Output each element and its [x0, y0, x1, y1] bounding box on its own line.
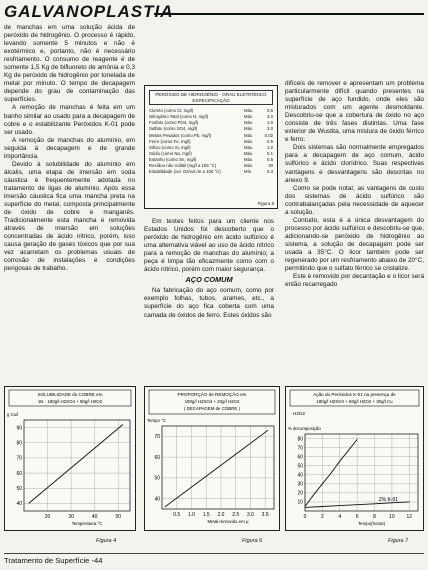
spec-limit: Máx.: [244, 126, 254, 132]
spec-parameter: Metais Pesados (como Pb, mg/l): [149, 132, 212, 138]
copper-solubility-chart: [4, 386, 136, 531]
spec-parameter: Silício (como Si, mg/l): [149, 144, 191, 150]
x-axis-label: Metal removido em µ: [207, 519, 249, 524]
header-rule: [154, 13, 424, 15]
y-axis-label: g Cu/l: [7, 412, 19, 417]
spec-value: 0.5: [267, 156, 273, 162]
spec-parameter: Nitrogênio Total (como N, mg/l): [149, 114, 209, 120]
spec-value: 3.0: [267, 126, 273, 132]
spec-parameter: Resíduo não Volátil (mg/l a 105 °C): [149, 163, 217, 169]
x-tick-label: 2.0: [217, 512, 225, 518]
spec-parameter: Estabilidade (vol. O2/vol./m a 100 °C): [149, 169, 221, 175]
spec-value: 0.1: [267, 150, 273, 156]
spec-parameter: Sulfato (como SO4, mg/l): [149, 126, 198, 132]
x-tick-label: 8: [373, 514, 376, 520]
x-tick-label: 12: [406, 514, 413, 520]
spec-limit: Máx.: [244, 120, 254, 126]
y-tick-label: 50: [16, 486, 22, 493]
spec-value: 1.0: [267, 144, 273, 150]
y-tick-label: 30: [297, 481, 303, 488]
spec-limit: Mín.: [244, 169, 253, 175]
x-tick-label: 1.5: [202, 512, 210, 518]
figure-label: Figura 5: [257, 201, 274, 206]
paragraph: A remoção de manchas é feita em um banho similar ao usado para a decapagem de cobre e o estabilizante Peróxidos K-01 pode ser usado.: [4, 104, 135, 136]
y-tick-label: 60: [16, 470, 22, 477]
figure-6: [144, 386, 280, 531]
x-tick-label: 30: [68, 514, 74, 520]
spec-title-line: ESPECIFICAÇÃO: [192, 97, 230, 103]
footer-text: Tratamento de Superfície -44: [4, 556, 103, 565]
y-tick-label: 80: [297, 436, 303, 443]
spec-limit: Máx.: [244, 138, 254, 144]
x-tick-label: 40: [91, 514, 98, 520]
x-axis-label: Temperatura °C: [71, 521, 103, 526]
y-tick-label: 60: [154, 454, 160, 461]
y-tick-label: 40: [154, 496, 160, 503]
spec-title-line: PERÓXIDO DE HIDROGÊNIO - GRAU ELETRÔNICO: [155, 92, 267, 97]
paragraph: Este é removido por decantação e o licor será então recarregado: [285, 273, 424, 289]
y-axis-label: % decomposição: [288, 426, 321, 431]
y-tick-label: 40: [16, 501, 22, 508]
x-tick-label: 3.0: [246, 512, 254, 518]
spec-limit: Máx.: [244, 114, 254, 120]
right-column: [285, 80, 424, 289]
y-tick-label: 50: [297, 463, 303, 470]
paragraph: Em testes feitos para um cliente nos Estados Unidos foi descoberto que o peróxido de hidrogênio em ácido sulfúrico é uma alternativa viável ao uso de ácido nítrico para a remoção de manchas do alumínio; a peça é limpa tão eficazmente como com o ácido nítrico, porém com maior segurança.: [144, 218, 274, 274]
figure-caption: Figura 4: [96, 538, 117, 544]
x-axis-label: Tempo(horas): [357, 521, 386, 526]
spec-parameter: Cloreto (como Cl, mg/l): [149, 108, 194, 114]
spec-parameter: Ferro (como Fe, mg/l): [149, 138, 191, 144]
chart-title: Ação do Peróxidos K-01 na presença de: [313, 392, 396, 397]
magazine-title: GALVANOPLASTIA: [4, 2, 174, 21]
y-tick-label: 40: [297, 472, 303, 479]
chart-subtitle: 180g/l H2SO4 + 20g/l H2O2: [184, 399, 240, 404]
spec-limit: Máx.: [244, 108, 254, 114]
chart-subtitle: 1N · 180g/l H2SO4 + 50g/l H2O2: [37, 399, 103, 404]
spec-limit: Máx.: [244, 132, 254, 138]
y-tick-label: 80: [16, 440, 22, 447]
x-tick-label: 10: [389, 514, 395, 520]
y-tick-label: 70: [16, 455, 22, 462]
paragraph: A remoção de manchas do alumínio, em seguida à decapagem e de grande importância.: [4, 136, 135, 160]
x-tick-label: 3.5: [261, 512, 269, 518]
section-heading: AÇO COMUM: [185, 275, 233, 285]
spec-parameter: Sódio (como Na, mg/l): [149, 150, 192, 156]
paragraph: Na fabricação do aço comum, como por exemplo folhas, tubos, arames, etc., a superfície do aço fica coberta com uma camada de óxidos de ferro. Estes óxidos são: [144, 287, 274, 319]
specification-table: [144, 85, 278, 209]
peroxide-stability-chart: [285, 386, 424, 531]
spec-value: 3.0: [267, 114, 273, 120]
spec-limit: Máx.: [244, 150, 254, 156]
paragraph: Dois sistemas são normalmente empregados para a decapagem de aço comum, ácido sulfúrico e ácido clorídrico. Suas respectivas vantagens e desvantagens são descritas no anexo 9.: [285, 144, 424, 184]
paragraph: Como se pode notar, as vantagens de custo dos sistemas de ácido sulfúrico são contrabalançadas pela necessidade de aquecer a solução.: [285, 184, 424, 216]
y-tick-label: 70: [297, 445, 303, 452]
spec-parameter: Fosfato (como PO4, mg/l): [149, 120, 199, 126]
y-tick-label: 10: [297, 499, 303, 506]
chart-subtitle: ( DECAPAGEM de COBRE ): [183, 406, 241, 411]
spec-title: [149, 90, 273, 105]
x-tick-label: 0: [303, 514, 307, 520]
x-tick-label: 0.5: [173, 512, 181, 518]
spec-value: 0.5: [267, 138, 273, 144]
y-tick-label: 60: [297, 454, 303, 461]
spec-value: 1.0: [267, 120, 273, 126]
spec-value: 0.3: [267, 169, 273, 175]
paragraph: Devido à solubilidade do alumínio em álcalis, uma etapa de imersão em soda cáustica é frequentemente adotada no tratamento de ligas de alumínio. Após essa imersão cáustica fica uma mancha preta na superfície do metal, composta principalmente de óxido de cobre e manganês. Tradicionalmente esta mancha é removida através de imersão em soluções concentradas de ácido nítrico, porém, isso causa geração de gases tóxicos que por sua vez acarretam os problemas usuais de corrosão de instalações e condições perigosas de trabalho.: [4, 160, 135, 273]
removal-rate-chart: [144, 386, 280, 531]
chart-subtitle: 180g/l H2SO4 + 50g/l H2O2 + 30g/l Cu: [316, 399, 393, 404]
figure-4: [4, 386, 136, 531]
x-tick-label: 2.5: [232, 512, 240, 518]
left-column: [4, 24, 135, 273]
x-tick-label: 4: [338, 514, 342, 520]
legend-label: H2O2: [293, 411, 306, 416]
page-footer: [4, 553, 424, 566]
spec-limit: Máx.: [244, 163, 254, 169]
paragraph: de manchas em uma solução ácida de peróxido de hidrogênio. O processo é rápido, levando somente 5 minutos e não é exotérmico e, portanto, não é necessário resfriamento. O consumo de reagente é de somente 1,5 Kg de bifluoreto de amônia e 0,3 Kg de peróxido de hidrogênio por tonelada de metal por minuto. O tempo de decapagem depende do grau de contaminação das superfícies.: [4, 24, 135, 104]
paragraph: Contudo, esta é a única desvantagem do processo por ácido sulfúrico e descobriu-se que, adicionando-se peróxido de hidrogênio ao sistema, a solução de decapagem pode ser usada a 35°C. O licor também pode ser regenerado por um resfriamento abaixo de 20°C, permitindo que o sulfato férrico se cristalize.: [285, 216, 424, 273]
series-annotation: 2% K-01: [378, 496, 399, 503]
figure-caption: Figura 6: [242, 538, 263, 544]
y-tick-label: 50: [154, 475, 160, 482]
y-tick-label: 70: [154, 434, 160, 441]
spec-value: 0.02: [264, 132, 273, 138]
spec-limit: Máx.: [244, 144, 254, 150]
spec-parameter: Estanho (como Sn, mg/l): [149, 156, 197, 162]
y-tick-label: 90: [16, 425, 22, 432]
middle-column: [144, 218, 274, 320]
y-tick-label: 20: [297, 490, 303, 497]
chart-title: PROPORÇÃO de REMOÇÃO em: [177, 392, 247, 397]
page-header: [4, 4, 424, 22]
figure-caption: Figura 7: [388, 538, 409, 544]
spec-value: 0.5: [267, 108, 273, 114]
x-tick-label: 2: [320, 514, 324, 520]
chart-title: SOLUBILIDADE do COBRE em: [37, 392, 103, 397]
x-tick-label: 1.0: [187, 512, 195, 518]
x-tick-label: 20: [44, 514, 51, 520]
spec-value: 30: [268, 163, 273, 169]
figure-frame: [286, 387, 424, 531]
spec-row: [145, 169, 277, 175]
spec-rows: [145, 108, 277, 175]
paragraph: difíceis de remover e apresentam um problema particularmente difícil quando presentes na superfície de aço fundido, onde eles são misturados com um agente desmoldante. Descobriu-se que a cobertura de óxido no aço consiste de três fases distintas. Uma fase exterior de Wustita, uma mistura de óxido férrico e ferro.: [285, 80, 424, 144]
figure-7: [285, 386, 424, 531]
x-tick-label: 50: [115, 514, 122, 520]
y-axis-label: Tempo °C: [147, 418, 166, 423]
x-tick-label: 6: [355, 514, 359, 520]
spec-limit: Máx.: [244, 156, 254, 162]
